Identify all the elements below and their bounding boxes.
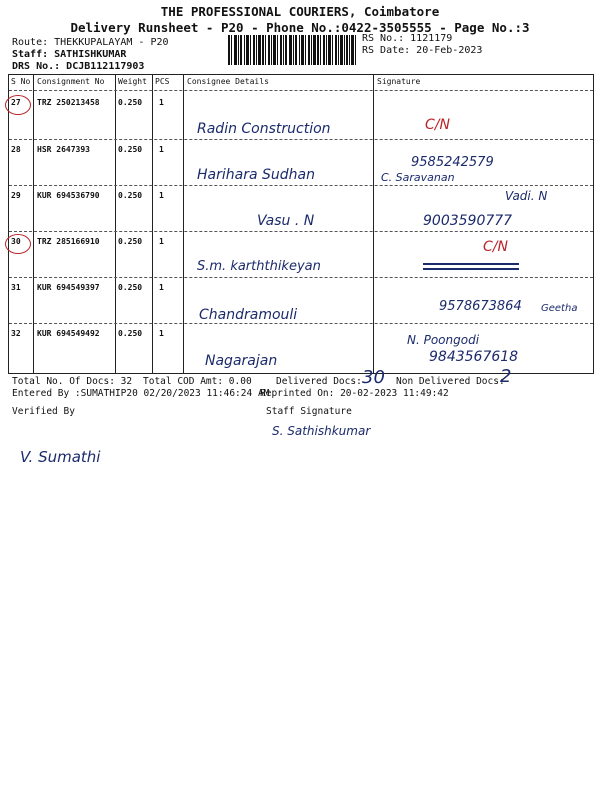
col-pcs: PCS bbox=[155, 77, 170, 86]
row-sno: 31 bbox=[11, 283, 21, 292]
delivered-docs-label: Delivered Docs: bbox=[276, 376, 362, 387]
row-signature: 9843567618 bbox=[429, 349, 519, 365]
runsheet-table bbox=[8, 74, 594, 374]
row-consignee: S.m. karththikeyan bbox=[197, 259, 321, 274]
row-consignee: Harihara Sudhan bbox=[197, 167, 315, 183]
rs-date: RS Date: 20-Feb-2023 bbox=[362, 45, 483, 56]
row-weight: 0.250 bbox=[118, 191, 143, 200]
row-signature: 9578673864 bbox=[439, 299, 522, 314]
row-signature: 9003590777 bbox=[423, 213, 513, 229]
route-label: Route: THEKKUPALAYAM - P20 bbox=[12, 37, 169, 48]
row-signature: 9585242579 bbox=[411, 155, 494, 170]
entered-by: Entered By :SUMATHIP20 02/20/2023 11:46:24 AM bbox=[12, 388, 270, 399]
row-consignee: Vasu . N bbox=[257, 213, 315, 229]
row-weight: 0.250 bbox=[118, 145, 143, 154]
total-docs: Total No. Of Docs: 32 bbox=[12, 376, 133, 387]
reprinted-on: Reprinted On: 20-02-2023 11:49:42 bbox=[260, 388, 449, 399]
row-pcs: 1 bbox=[159, 329, 164, 338]
row-signature-name: Vadi. N bbox=[505, 189, 548, 203]
row-sno: 27 bbox=[11, 98, 21, 107]
row-weight: 0.250 bbox=[118, 283, 143, 292]
non-delivered-docs-label: Non Delivered Docs: bbox=[396, 376, 505, 387]
scribble-mark bbox=[423, 263, 519, 265]
row-signature-name: C. Saravanan bbox=[381, 171, 455, 184]
col-consignment: Consignment No bbox=[37, 77, 105, 86]
row-pcs: 1 bbox=[159, 237, 164, 246]
red-circle-mark bbox=[5, 234, 31, 254]
row-consignment: KUR 694549492 bbox=[37, 329, 100, 338]
row-weight: 0.250 bbox=[118, 98, 143, 107]
row-consignee: Chandramouli bbox=[199, 307, 298, 323]
row-consignment: KUR 694536790 bbox=[37, 191, 100, 200]
row-consignee: Radin Construction bbox=[197, 121, 331, 137]
document-subtitle: Delivery Runsheet - P20 - Phone No.:0422-3505555 - Page No.:3 bbox=[70, 20, 530, 35]
row-signature: C/N bbox=[483, 239, 508, 255]
row-consignment: TRZ 250213458 bbox=[37, 98, 100, 107]
staff-signature: S. Sathishkumar bbox=[272, 424, 371, 438]
verified-signature: V. Sumathi bbox=[20, 448, 101, 466]
red-circle-mark bbox=[5, 95, 31, 115]
document-title: THE PROFESSIONAL COURIERS, Coimbatore bbox=[160, 4, 440, 19]
row-pcs: 1 bbox=[159, 145, 164, 154]
total-cod: Total COD Amt: 0.00 bbox=[143, 376, 252, 387]
row-consignee: Nagarajan bbox=[205, 353, 278, 369]
delivered-docs-value: 30 bbox=[362, 367, 385, 388]
staff-signature-label: Staff Signature bbox=[266, 406, 352, 417]
row-pcs: 1 bbox=[159, 283, 164, 292]
row-pcs: 1 bbox=[159, 191, 164, 200]
row-signature-name: Geetha bbox=[541, 303, 578, 314]
non-delivered-docs-value: 2 bbox=[500, 366, 512, 387]
row-consignment: KUR 694549397 bbox=[37, 283, 100, 292]
row-pcs: 1 bbox=[159, 98, 164, 107]
row-signature: C/N bbox=[425, 117, 450, 133]
staff-label: Staff: SATHISHKUMAR bbox=[12, 49, 127, 60]
col-consignee: Consignee Details bbox=[187, 77, 269, 86]
drs-number: DRS No.: DCJB112117903 bbox=[12, 61, 145, 72]
row-sno: 28 bbox=[11, 145, 21, 154]
scribble-mark bbox=[423, 268, 519, 270]
row-sno: 30 bbox=[11, 237, 21, 246]
col-signature: Signature bbox=[377, 77, 421, 86]
row-signature-name: N. Poongodi bbox=[407, 333, 480, 347]
verified-by-label: Verified By bbox=[12, 406, 75, 417]
col-sno: S No bbox=[11, 77, 31, 86]
row-sno: 29 bbox=[11, 191, 21, 200]
col-weight: Weight bbox=[118, 77, 147, 86]
barcode bbox=[228, 35, 356, 65]
row-weight: 0.250 bbox=[118, 329, 143, 338]
row-consignment: TRZ 285166910 bbox=[37, 237, 100, 246]
row-weight: 0.250 bbox=[118, 237, 143, 246]
row-sno: 32 bbox=[11, 329, 21, 338]
row-consignment: HSR 2647393 bbox=[37, 145, 90, 154]
rs-number: RS No.: 1121179 bbox=[362, 33, 453, 44]
